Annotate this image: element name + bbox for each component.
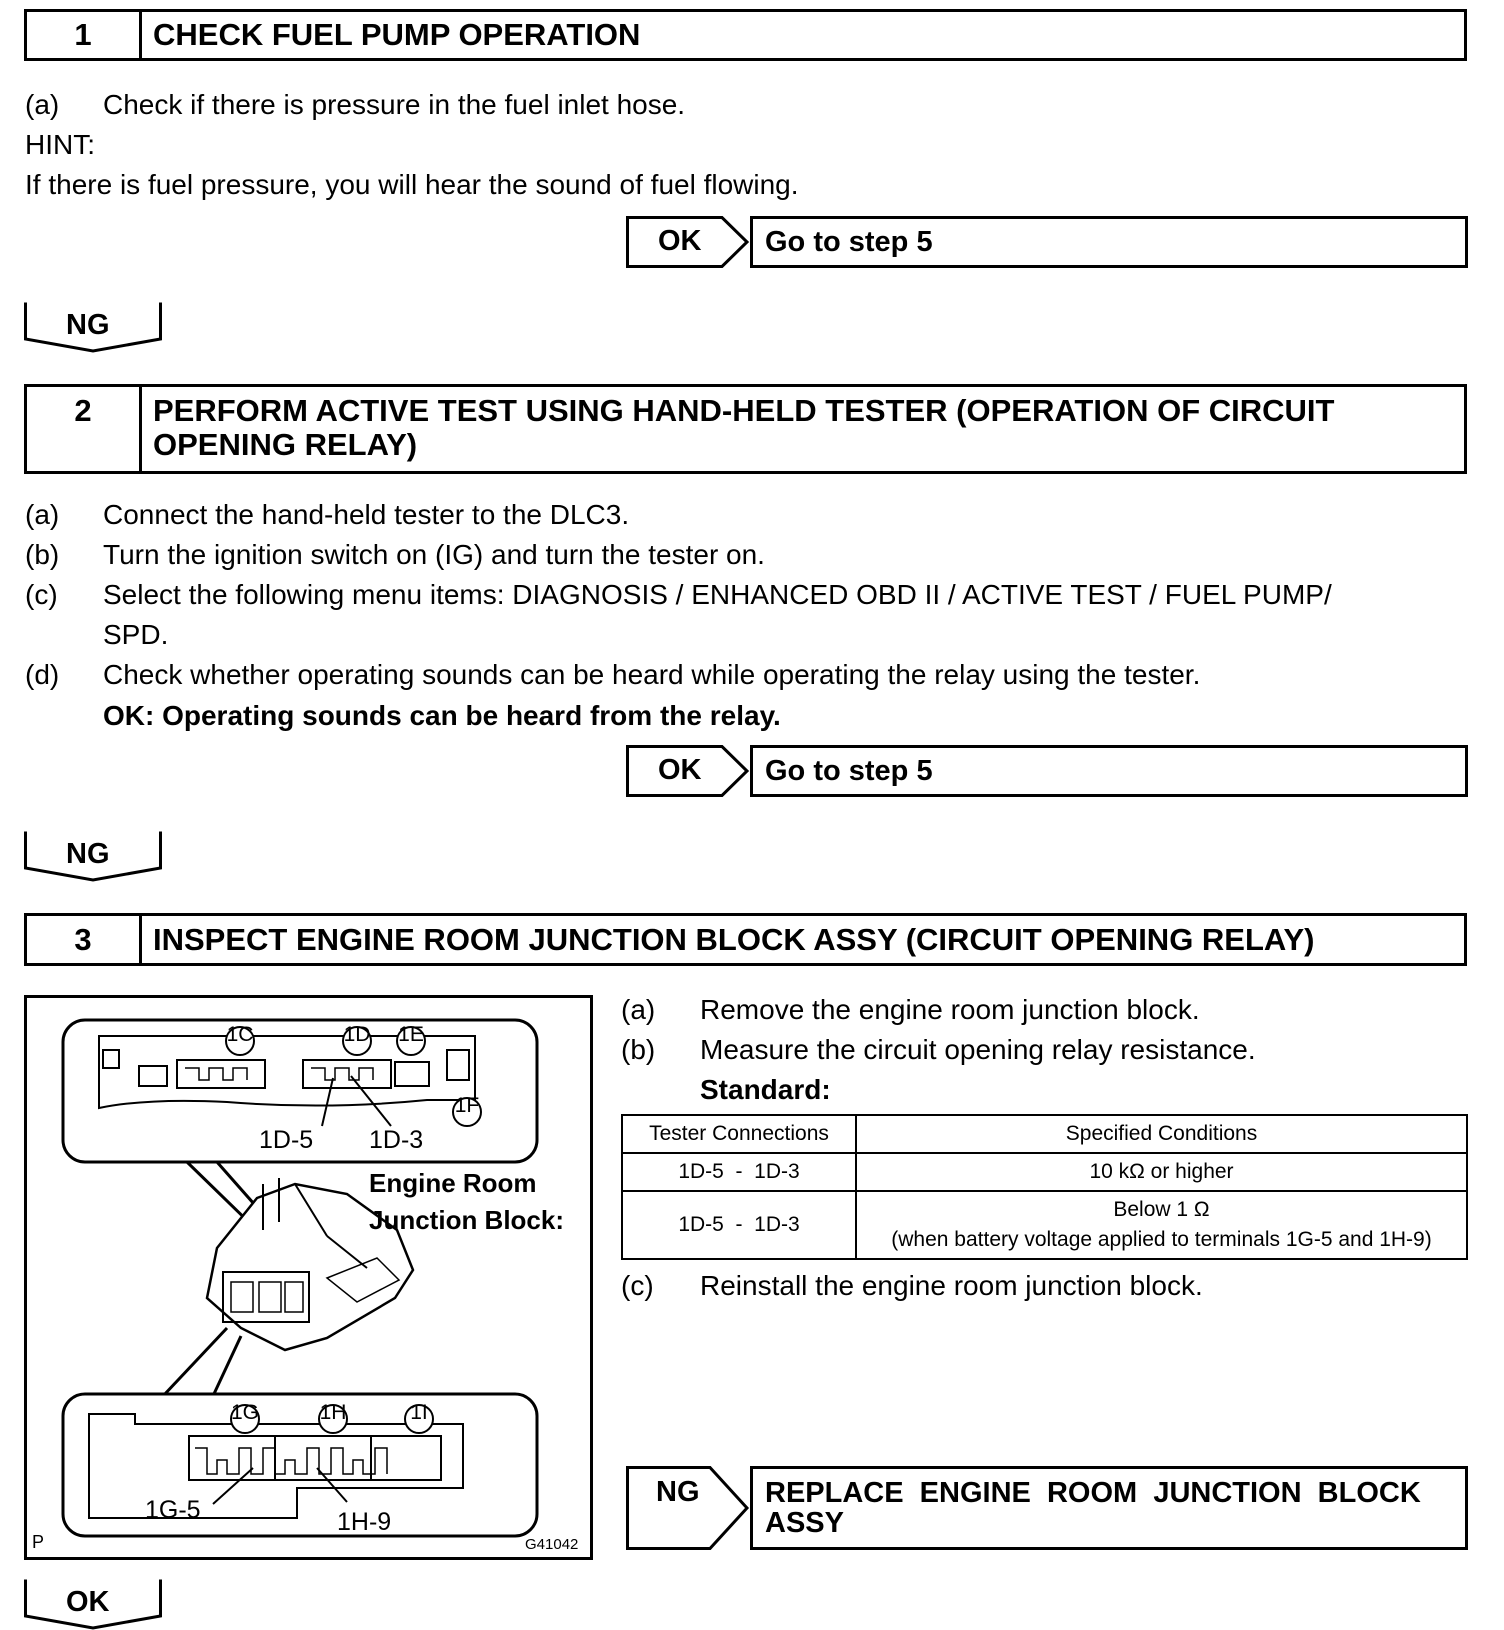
table-row <box>622 1191 1467 1259</box>
terminal-1d5-label: 1D-5 <box>259 1126 314 1154</box>
step1-ok-flow <box>626 216 1468 268</box>
step2-ok-flow <box>626 745 1468 797</box>
step1-ok-label: OK <box>658 225 702 257</box>
step2-title-line2: OPENING RELAY) <box>153 427 418 462</box>
figure-code: G41042 <box>525 1536 579 1553</box>
figure-caption-line1: Engine Room <box>369 1168 537 1198</box>
step2-ok-label: OK <box>658 754 702 786</box>
step3-item-b-text: Measure the circuit opening relay resistance. <box>700 1034 1256 1065</box>
step2-ng-tab <box>24 830 162 882</box>
table-header-conditions: Specified Conditions <box>856 1115 1467 1153</box>
step2-item-c-text-cont: SPD. <box>103 619 169 650</box>
table-cell-condition-multiline <box>856 1191 1467 1259</box>
step2-item-b-label: (b) <box>25 539 60 570</box>
terminal-1h9-label: 1H-9 <box>337 1508 392 1536</box>
step2-ok-action[interactable]: Go to step 5 <box>750 745 1468 797</box>
connector-1g-label: 1G <box>230 1401 259 1424</box>
step2-item-d-text: Check whether operating sounds can be heard while operating the relay using the tester. <box>103 659 1201 690</box>
step2-item-d-label: (d) <box>25 659 60 690</box>
connector-1h-label: 1H <box>319 1401 347 1424</box>
step3-ok-label: OK <box>66 1586 110 1618</box>
step1-title: CHECK FUEL PUMP OPERATION <box>153 17 641 52</box>
table-cell-condition: 10 kΩ or higher <box>856 1153 1467 1191</box>
step2-item-b-text: Turn the ignition switch on (IG) and turn the tester on. <box>103 539 765 570</box>
step3-ng-action-line2: ASSY <box>765 1507 844 1539</box>
connector-1c-label: 1C <box>226 1023 254 1046</box>
step2-header <box>24 384 1467 474</box>
connector-1i-label: 1I <box>410 1401 428 1424</box>
table-cell-connection: 1D-5 - 1D-3 <box>622 1153 856 1191</box>
step1-hint-label: HINT: <box>25 129 95 160</box>
step1-ok-action[interactable]: Go to step 5 <box>750 216 1468 268</box>
step1-item-a-text: Check if there is pressure in the fuel inlet hose. <box>103 89 686 120</box>
table-header-row <box>622 1115 1467 1153</box>
step3-ng-label: NG <box>656 1476 700 1508</box>
step3-standard-label: Standard: <box>700 1074 831 1105</box>
step2-ng-label: NG <box>66 838 110 870</box>
table-cell-condition-note: (when battery voltage applied to terminals 1G-5 and 1H-9) <box>891 1228 1432 1251</box>
connector-1f-label: 1F <box>454 1094 480 1117</box>
table-cell-condition: Below 1 Ω <box>1113 1198 1210 1221</box>
step2-item-c-label: (c) <box>25 579 58 610</box>
step1-header <box>24 9 1467 61</box>
table-header-connections: Tester Connections <box>622 1115 856 1153</box>
step3-title: INSPECT ENGINE ROOM JUNCTION BLOCK ASSY (CIRCUIT OPENING RELAY) <box>153 922 1315 957</box>
figure-corner-mark: P <box>32 1532 45 1552</box>
step3-number: 3 <box>27 916 142 963</box>
junction-block-figure <box>24 995 593 1560</box>
step1-item-a-label: (a) <box>25 89 60 120</box>
step3-item-b-label: (b) <box>621 1034 656 1065</box>
terminal-1g5-label: 1G-5 <box>145 1496 201 1524</box>
step3-header <box>24 913 1467 966</box>
step2-item-c-text: Select the following menu items: DIAGNOSIS / ENHANCED OBD II / ACTIVE TEST / FUEL PUMP/ <box>103 579 1332 610</box>
step3-item-a-text: Remove the engine room junction block. <box>700 994 1200 1025</box>
table-cell-connection: 1D-5 - 1D-3 <box>622 1191 856 1259</box>
table-row <box>622 1153 1467 1191</box>
step2-ok-statement: OK: Operating sounds can be heard from the relay. <box>103 700 781 731</box>
step3-item-c-label: (c) <box>621 1270 654 1301</box>
step3-item-a-label: (a) <box>621 994 656 1025</box>
step1-number: 1 <box>27 12 142 58</box>
step3-ng-action-line1: REPLACE ENGINE ROOM JUNCTION BLOCK <box>765 1477 1421 1509</box>
step3-ng-flow <box>626 1466 1468 1550</box>
step3-ng-action-box[interactable] <box>750 1466 1468 1550</box>
step2-number: 2 <box>27 387 142 471</box>
resistance-spec-table <box>621 1114 1468 1260</box>
step2-item-a-label: (a) <box>25 499 60 530</box>
step2-title-line1: PERFORM ACTIVE TEST USING HAND-HELD TESTER (OPERATION OF CIRCUIT <box>153 393 1335 428</box>
connector-1d-label: 1D <box>343 1023 371 1046</box>
figure-caption-line2: Junction Block: <box>369 1205 565 1235</box>
step1-ng-tab <box>24 301 162 353</box>
step2-item-a-text: Connect the hand-held tester to the DLC3. <box>103 499 630 530</box>
connector-1e-label: 1E <box>398 1023 424 1046</box>
step3-item-c-text: Reinstall the engine room junction block. <box>700 1270 1203 1301</box>
step1-hint-text: If there is fuel pressure, you will hear the sound of fuel flowing. <box>25 169 799 200</box>
step1-ng-label: NG <box>66 309 110 341</box>
junction-block-diagram <box>27 998 590 1557</box>
terminal-1d3-label: 1D-3 <box>369 1126 424 1154</box>
step3-ok-tab <box>24 1578 162 1630</box>
